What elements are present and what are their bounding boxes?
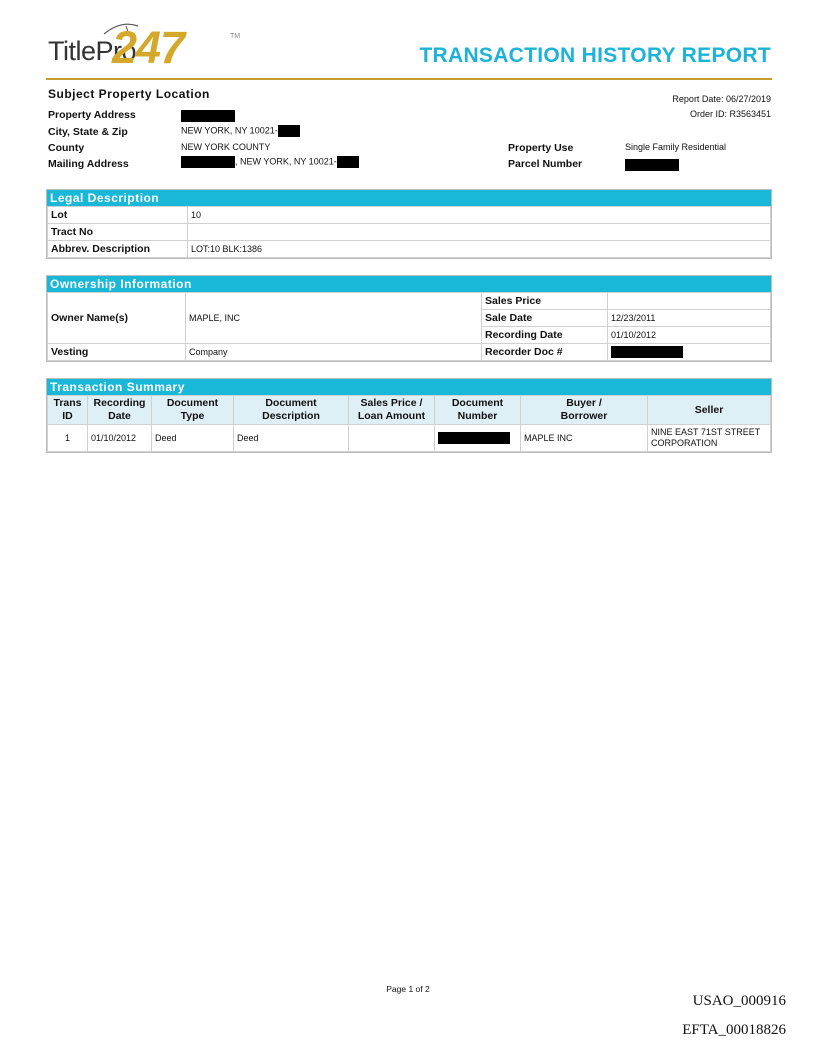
- redaction-bar: [438, 432, 510, 444]
- mailing-address-label: Mailing Address: [48, 158, 129, 170]
- city-state-zip-value: NEW YORK, NY 10021-: [181, 125, 300, 137]
- order-id: Order ID: R3563451: [689, 109, 771, 119]
- legal-description-table: [47, 206, 771, 258]
- transaction-header-row: [48, 396, 771, 425]
- table-row: [48, 425, 771, 452]
- lot-label: Lot: [48, 207, 188, 224]
- recorder-doc-value: [608, 344, 771, 361]
- bates-number-usao: USAO_000916: [692, 993, 786, 1009]
- col-document-description: Document Description: [234, 396, 349, 425]
- parcel-number-value: [625, 156, 679, 174]
- tract-value: [188, 224, 771, 241]
- document-type-cell: Deed: [152, 425, 234, 452]
- abbrev-row: [48, 241, 771, 258]
- parcel-number-label: Parcel Number: [508, 158, 583, 170]
- property-use-label: Property Use: [508, 142, 574, 154]
- col-recording-date: Recording Date: [88, 396, 152, 425]
- document-number-cell: [435, 425, 521, 452]
- county-value: NEW YORK COUNTY: [181, 142, 271, 152]
- legal-description-section: [46, 189, 772, 259]
- header-divider: [46, 78, 772, 80]
- seller-cell: NINE EAST 71ST STREET CORPORATION: [648, 425, 771, 452]
- ownership-table: [47, 292, 771, 361]
- redaction-bar: [278, 125, 300, 137]
- redaction-bar: [181, 156, 235, 168]
- logo-text: TitlePro: [48, 36, 137, 66]
- bates-number-efta: EFTA_00018826: [682, 1022, 786, 1038]
- abbrev-description-value: LOT:10 BLK:1386: [188, 241, 771, 258]
- lot-value: 10: [188, 207, 771, 224]
- sales-price-cell: [349, 425, 435, 452]
- logo-trademark: TM: [230, 33, 241, 40]
- vesting-label: Vesting: [48, 344, 186, 361]
- transaction-summary-heading: Transaction Summary: [47, 379, 771, 395]
- property-address-value: [181, 107, 235, 125]
- city-state-zip-label: City, State & Zip: [48, 126, 128, 138]
- transaction-table: [47, 395, 771, 452]
- recorder-doc-label: Recorder Doc #: [482, 344, 608, 361]
- property-use-value: Single Family Residential: [625, 142, 727, 152]
- owner-name-value: MAPLE, INC: [186, 293, 482, 344]
- page-number: Page 1 of 2: [386, 984, 430, 994]
- redaction-bar: [181, 110, 235, 122]
- tract-row: [48, 224, 771, 241]
- document-description-cell: Deed: [234, 425, 349, 452]
- col-sales-price: Sales Price / Loan Amount: [349, 396, 435, 425]
- ownership-section: [46, 275, 772, 362]
- col-seller: Seller: [648, 396, 771, 425]
- vesting-value: Company: [186, 344, 482, 361]
- col-document-type: Document Type: [152, 396, 234, 425]
- redaction-bar: [625, 159, 679, 171]
- legal-description-heading: Legal Description: [47, 190, 771, 206]
- sale-date-label: Sale Date: [482, 310, 608, 327]
- tract-label: Tract No: [48, 224, 188, 241]
- buyer-cell: MAPLE INC: [521, 425, 648, 452]
- report-date: Report Date: 06/27/2019: [672, 94, 771, 104]
- trans-id-cell: 1: [48, 425, 88, 452]
- col-buyer: Buyer / Borrower: [521, 396, 648, 425]
- recording-date-label: Recording Date: [482, 327, 608, 344]
- sales-price-value: [608, 293, 771, 310]
- col-document-number: Document Number: [435, 396, 521, 425]
- county-label: County: [48, 142, 85, 154]
- sales-price-label: Sales Price: [482, 293, 608, 310]
- recording-date-cell: 01/10/2012: [88, 425, 152, 452]
- lot-row: [48, 207, 771, 224]
- mailing-address-value: , NEW YORK, NY 10021-: [181, 156, 359, 168]
- recording-date-value: 01/10/2012: [608, 327, 771, 344]
- logo-number: 247: [112, 22, 185, 73]
- property-address-label: Property Address: [48, 109, 136, 121]
- sale-date-value: 12/23/2011: [608, 310, 771, 327]
- report-title: TRANSACTION HISTORY REPORT: [419, 44, 771, 67]
- redaction-bar: [611, 346, 683, 358]
- ownership-heading: Ownership Information: [47, 276, 771, 292]
- subject-heading: Subject Property Location: [48, 87, 210, 101]
- owner-name-label: Owner Name(s): [48, 293, 186, 344]
- transaction-summary-section: [46, 378, 772, 453]
- abbrev-description-label: Abbrev. Description: [48, 241, 188, 258]
- redaction-bar: [337, 156, 359, 168]
- col-trans-id: Trans ID: [48, 396, 88, 425]
